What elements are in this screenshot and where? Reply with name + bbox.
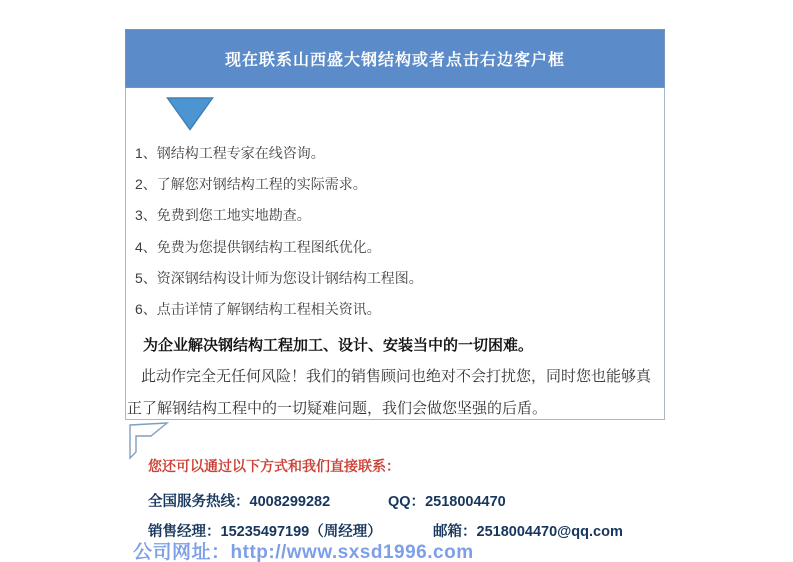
list-item: 1、钢结构工程专家在线咨询。 <box>135 145 325 161</box>
website-line <box>133 537 474 562</box>
hotline-line <box>148 490 330 511</box>
paragraph-line: 此动作完全无任何风险！我们的销售顾问也绝对不会打扰您，同时您也能够真 <box>141 368 652 385</box>
qq-line <box>388 490 506 511</box>
highlight-text: 为企业解决钢结构工程加工、设计、安装当中的一切困难。 <box>143 337 534 354</box>
email-value: 2518004470@qq.com <box>476 524 623 540</box>
manager-label: 销售经理： <box>148 524 221 540</box>
contact-banner <box>125 29 665 88</box>
paragraph-line: 正了解钢结构工程中的一切疑难问题，我们会做您坚强的后盾。 <box>127 400 548 417</box>
list-item: 5、资深钢结构设计师为您设计钢结构工程图。 <box>135 270 423 286</box>
hotline-number: 4008299282 <box>249 494 331 510</box>
website-url-link[interactable]: http://www.sxsd1996.com <box>230 542 474 562</box>
qq-number: 2518004470 <box>425 494 506 510</box>
list-item: 3、免费到您工地实地勘查。 <box>135 207 311 223</box>
list-item: 6、点击详情了解钢结构工程相关资讯。 <box>135 301 381 317</box>
list-item: 2、了解您对钢结构工程的实际需求。 <box>135 176 367 192</box>
down-triangle-icon <box>166 97 214 131</box>
manager-number: 15235497199（周经理） <box>220 524 382 540</box>
contact-lead-text: 您还可以通过以下方式和我们直接联系： <box>148 458 400 474</box>
banner-title: 现在联系山西盛大钢结构或者点击右边客户框 <box>224 52 565 69</box>
hotline-label: 全国服务热线： <box>148 494 250 510</box>
qq-label: QQ： <box>388 494 426 510</box>
corner-flag-icon <box>126 420 172 460</box>
email-label: 邮箱： <box>433 524 477 540</box>
list-item: 4、免费为您提供钢结构工程图纸优化。 <box>135 239 381 255</box>
website-label: 公司网址： <box>133 542 231 562</box>
